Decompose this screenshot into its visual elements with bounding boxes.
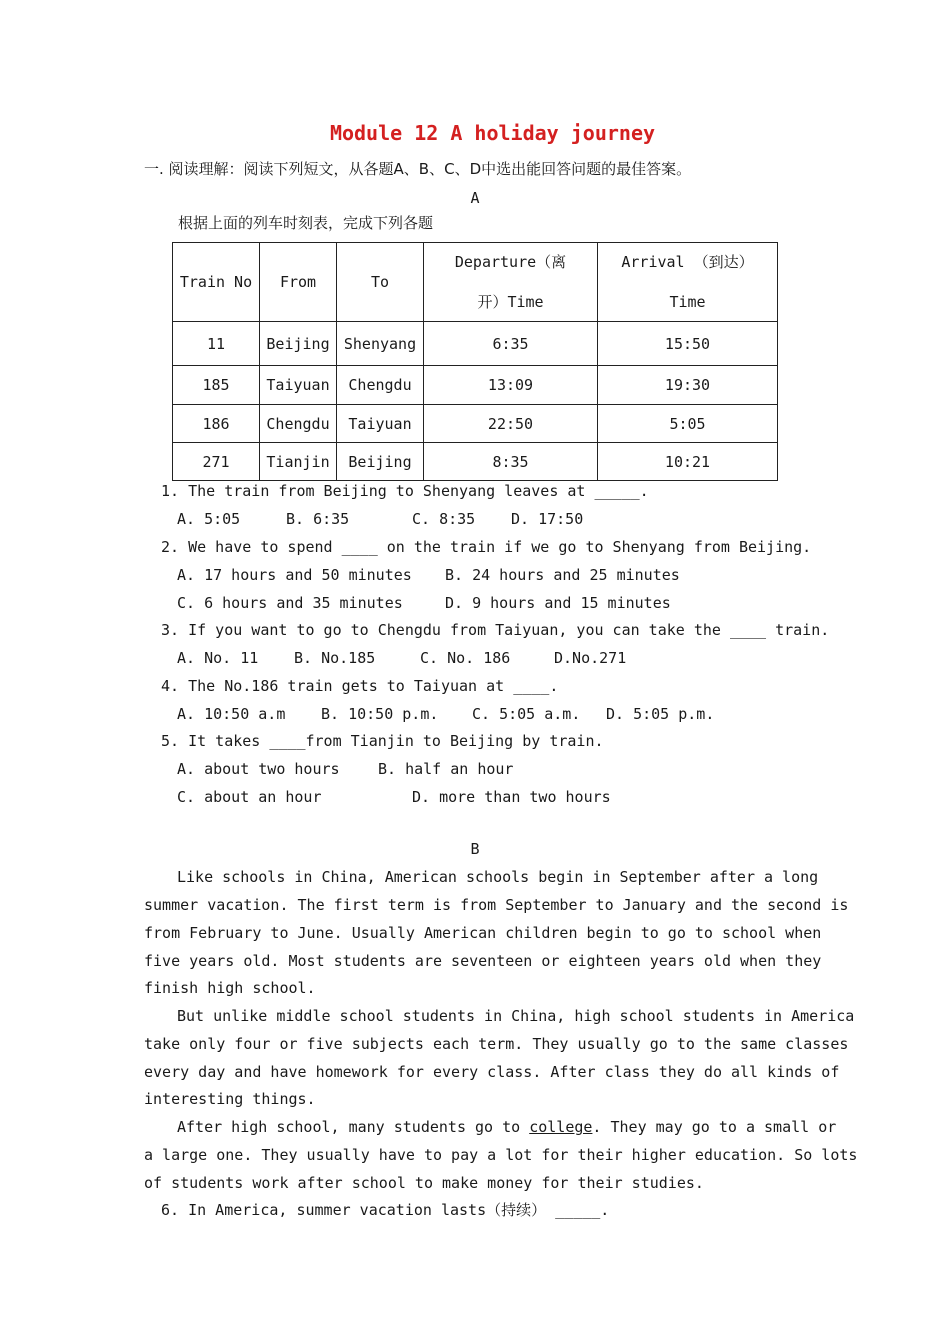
q3-option-b: B. No.185 (294, 649, 376, 667)
passage-line: every day and have homework for every class. After class they do all kinds of (144, 1063, 840, 1081)
q3-option-c: C. No. 186 (420, 649, 511, 667)
passage-line-end: . They may go to a small or (592, 1118, 837, 1136)
q1-option-a: A. 5:05 (177, 510, 241, 528)
q2-option-d: D. 9 hours and 15 minutes (445, 594, 671, 612)
q3-option-a: A. No. 11 (177, 649, 259, 667)
q4-option-b: B. 10:50 p.m. (321, 705, 439, 723)
table-header-row (173, 243, 778, 322)
question-4-stem: 4. The No.186 train gets to Taiyuan at ____. (161, 677, 559, 695)
q5-option-b: B. half an hour (378, 760, 514, 778)
question-3-stem: 3. If you want to go to Chengdu from Taiyuan, you can take the ____ train. (161, 621, 830, 639)
q5-option-a: A. about two hours (177, 760, 340, 778)
section-label-b: B (470, 840, 480, 858)
table-row (173, 322, 778, 366)
train-timetable (172, 242, 778, 481)
passage-line-start: After high school, many students go to (177, 1118, 530, 1136)
section-label-a: A (470, 189, 480, 207)
section-instruction: 一. 阅读理解：阅读下列短文，从各题A、B、C、D中选出能回答问题的最佳答案。 (144, 160, 692, 178)
cell-arrival: 5:05 (598, 405, 778, 443)
header-to: To (337, 243, 424, 322)
passage-line: take only four or five subjects each term. They usually go to the same classes (144, 1035, 849, 1053)
header-departure-line2: 开）Time (477, 293, 544, 311)
q2-option-b: B. 24 hours and 25 minutes (445, 566, 680, 584)
page-title: Module 12 A holiday journey (329, 121, 656, 145)
cell-from: Tianjin (260, 443, 337, 481)
passage-line: Like schools in China, American schools begin in September after a long (177, 868, 819, 886)
q4-option-d: D. 5:05 p.m. (606, 705, 715, 723)
passage-line: five years old. Most students are seventeen or eighteen years old when they (144, 952, 822, 970)
question-5-stem: 5. It takes ____from Tianjin to Beijing by train. (161, 732, 604, 750)
cell-arrival: 19:30 (598, 366, 778, 405)
header-arrival (598, 243, 778, 322)
passage-line: of students work after school to make money for their studies. (144, 1174, 704, 1192)
header-train-no: Train No (173, 243, 260, 322)
table-row (173, 443, 778, 481)
question-2-stem: 2. We have to spend ____ on the train if we go to Shenyang from Beijing. (161, 538, 812, 556)
table-row (173, 405, 778, 443)
cell-to: Beijing (337, 443, 424, 481)
cell-train-no: 185 (173, 366, 260, 405)
q1-option-b: B. 6:35 (286, 510, 350, 528)
cell-from: Taiyuan (260, 366, 337, 405)
cell-departure: 13:09 (424, 366, 598, 405)
header-arrival-line2: Time (669, 293, 706, 311)
table-row (173, 366, 778, 405)
passage-line: summer vacation. The first term is from September to January and the second is (144, 896, 849, 914)
cell-departure: 22:50 (424, 405, 598, 443)
q1-option-c: C. 8:35 (412, 510, 476, 528)
q3-option-d: D.No.271 (554, 649, 627, 667)
header-departure-line1: Departure（离 (454, 253, 567, 271)
cell-arrival: 10:21 (598, 443, 778, 481)
cell-to: Shenyang (337, 322, 424, 366)
passage-line: a large one. They usually have to pay a lot for their higher education. So lots (144, 1146, 858, 1164)
question-1-stem: 1. The train from Beijing to Shenyang leaves at _____. (161, 482, 649, 500)
underlined-word-college: college (529, 1118, 593, 1136)
q2-option-a: A. 17 hours and 50 minutes (177, 566, 412, 584)
q5-option-c: C. about an hour (177, 788, 322, 806)
passage-line: But unlike middle school students in China, high school students in America (177, 1007, 855, 1025)
cell-arrival: 15:50 (598, 322, 778, 366)
q5-option-d: D. more than two hours (412, 788, 611, 806)
q2-option-c: C. 6 hours and 35 minutes (177, 594, 403, 612)
q1-option-d: D. 17:50 (511, 510, 584, 528)
cell-from: Chengdu (260, 405, 337, 443)
q4-option-c: C. 5:05 a.m. (472, 705, 581, 723)
header-from: From (260, 243, 337, 322)
passage-line: finish high school. (144, 979, 316, 997)
passage-line (177, 1117, 836, 1137)
passage-line: from February to June. Usually American children begin to go to school when (144, 924, 822, 942)
question-6-stem: 6. In America, summer vacation lasts（持续） _____. (161, 1201, 610, 1219)
cell-departure: 8:35 (424, 443, 598, 481)
header-departure (424, 243, 598, 322)
cell-to: Taiyuan (337, 405, 424, 443)
passage-line: interesting things. (144, 1090, 316, 1108)
cell-train-no: 271 (173, 443, 260, 481)
cell-departure: 6:35 (424, 322, 598, 366)
table-intro: 根据上面的列车时刻表，完成下列各题 (178, 214, 434, 232)
cell-to: Chengdu (337, 366, 424, 405)
cell-train-no: 11 (173, 322, 260, 366)
cell-from: Beijing (260, 322, 337, 366)
q4-option-a: A. 10:50 a.m (177, 705, 286, 723)
cell-train-no: 186 (173, 405, 260, 443)
header-arrival-line1: Arrival （到达） (621, 253, 754, 271)
